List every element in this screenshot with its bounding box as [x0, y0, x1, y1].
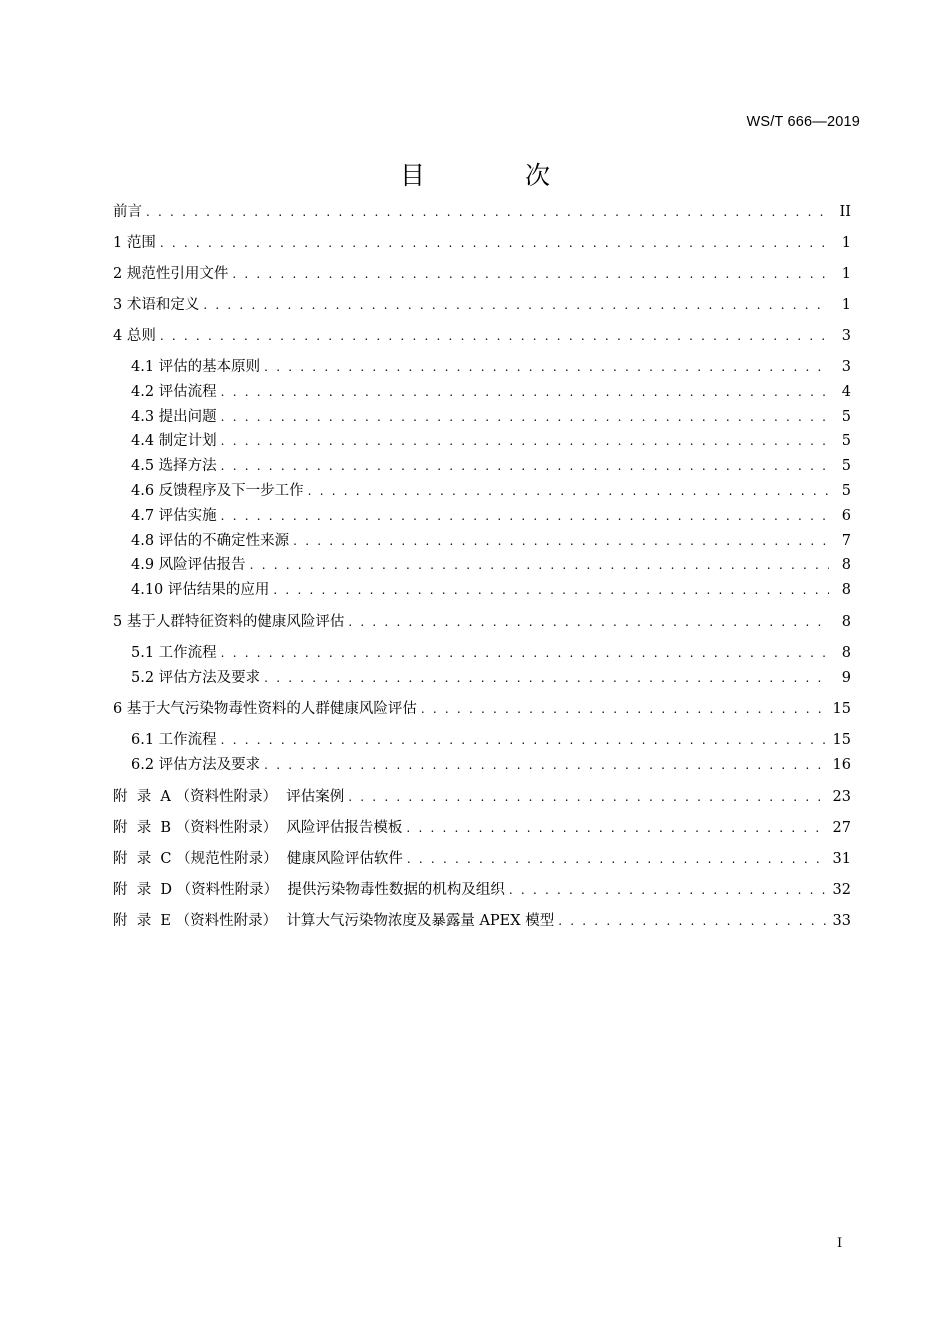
toc-entry-label: 附 录 E （资料性附录） 计算大气污染物浓度及暴露量 APEX 模型 [113, 913, 555, 929]
toc-entry[interactable] [131, 505, 851, 527]
toc-entry-page: 1 [841, 297, 851, 313]
toc-entry[interactable] [113, 325, 851, 347]
toc-entry[interactable] [131, 381, 851, 403]
toc-leader-dots [221, 642, 829, 664]
toc-entry[interactable] [113, 786, 851, 808]
toc-entry-page: 1 [841, 235, 851, 251]
toc-leader-dots [293, 530, 829, 552]
toc-entry[interactable] [131, 754, 851, 776]
toc-entry-label: 2 规范性引用文件 [113, 266, 229, 282]
toc-entry-page: 7 [841, 533, 851, 549]
toc-entry-label: 附 录 C （规范性附录） 健康风险评估软件 [113, 851, 403, 867]
toc-leader-dots [232, 263, 829, 285]
toc-entry-page: 8 [841, 614, 851, 630]
toc-leader-dots [407, 848, 827, 870]
toc-entry-label: 4.3 提出问题 [131, 409, 217, 425]
toc-leader-dots [421, 698, 827, 720]
toc-entry[interactable] [131, 455, 851, 477]
toc-entry-page: 16 [832, 757, 851, 773]
toc-entry-page: 3 [841, 359, 851, 375]
toc-entry-label: 6.1 工作流程 [131, 732, 217, 748]
toc-entry-label: 4.10 评估结果的应用 [131, 582, 270, 598]
toc-leader-dots [509, 879, 827, 901]
toc-entry-label: 1 范围 [113, 235, 156, 251]
toc-entry[interactable] [113, 698, 851, 720]
toc-entry[interactable] [113, 848, 851, 870]
toc-entry[interactable] [113, 201, 851, 223]
page-title: 目 次 [400, 161, 596, 190]
toc-leader-dots [308, 480, 829, 502]
toc-entry[interactable] [131, 430, 851, 452]
toc-entry[interactable] [113, 879, 851, 901]
toc-entry-label: 4.4 制定计划 [131, 433, 217, 449]
toc-entry-label: 4.1 评估的基本原则 [131, 359, 261, 375]
toc-entry[interactable] [131, 530, 851, 552]
toc-entry-page: 3 [841, 328, 851, 344]
toc-entry-page: 8 [841, 645, 851, 661]
toc-entry[interactable] [131, 579, 851, 601]
toc-entry-label: 4.2 评估流程 [131, 384, 217, 400]
toc-leader-dots [264, 356, 829, 378]
toc-leader-dots [250, 554, 829, 576]
toc-entry-label: 5 基于人群特征资料的健康风险评估 [113, 614, 345, 630]
toc-entry-label: 4.6 反馈程序及下一步工作 [131, 483, 304, 499]
toc-entry-page: 8 [841, 582, 851, 598]
toc-entry[interactable] [131, 356, 851, 378]
toc-leader-dots [558, 910, 826, 932]
toc-entry[interactable] [113, 263, 851, 285]
toc-entry-page: 6 [841, 508, 851, 524]
toc-entry-page: 5 [841, 458, 851, 474]
toc-entry-page: 15 [832, 701, 851, 717]
toc-leader-dots [221, 381, 829, 403]
toc-entry-label: 6.2 评估方法及要求 [131, 757, 261, 773]
toc-entry[interactable] [113, 817, 851, 839]
toc-entry[interactable] [131, 406, 851, 428]
toc-entry-page: II [839, 204, 851, 220]
toc-entry-page: 15 [832, 732, 851, 748]
toc-leader-dots [348, 786, 826, 808]
toc-leader-dots [221, 505, 829, 527]
toc-entry-label: 附 录 D （资料性附录） 提供污染物毒性数据的机构及组织 [113, 882, 505, 898]
toc-entry[interactable] [113, 611, 851, 633]
toc-entry-page: 5 [841, 483, 851, 499]
toc-leader-dots [348, 611, 829, 633]
toc-entry[interactable] [113, 910, 851, 932]
toc-leader-dots [221, 430, 829, 452]
toc-entry-page: 8 [841, 557, 851, 573]
toc-entry-label: 附 录 A （资料性附录） 评估案例 [113, 789, 345, 805]
toc-entry-page: 4 [841, 384, 851, 400]
toc-entry[interactable] [113, 232, 851, 254]
toc-leader-dots [221, 406, 829, 428]
toc-entry-label: 4.5 选择方法 [131, 458, 217, 474]
toc-leader-dots [264, 754, 826, 776]
toc-entry-label: 4.9 风险评估报告 [131, 557, 246, 573]
toc-leader-dots [221, 455, 829, 477]
toc-entry[interactable] [131, 642, 851, 664]
toc-entry-label: 4.7 评估实施 [131, 508, 217, 524]
toc-leader-dots [221, 729, 827, 751]
toc-entry-label: 5.2 评估方法及要求 [131, 670, 261, 686]
toc-entry-page: 32 [832, 882, 851, 898]
toc-leader-dots [264, 667, 829, 689]
toc-entry-page: 9 [841, 670, 851, 686]
toc-entry-page: 31 [832, 851, 851, 867]
toc-entry-page: 1 [841, 266, 851, 282]
toc-entry-page: 5 [841, 433, 851, 449]
toc-entry-label: 6 基于大气污染物毒性资料的人群健康风险评估 [113, 701, 417, 717]
document-code: WS/T 666—2019 [746, 114, 860, 130]
toc-entry[interactable] [131, 729, 851, 751]
toc-entry-label: 前言 [113, 204, 142, 220]
toc-entry[interactable] [131, 667, 851, 689]
toc-entry-page: 5 [841, 409, 851, 425]
toc-entry-page: 27 [832, 820, 851, 836]
toc-entry-label: 3 术语和定义 [113, 297, 200, 313]
toc-entry-label: 4.8 评估的不确定性来源 [131, 533, 290, 549]
page-number: I [837, 1236, 843, 1251]
toc-entry[interactable] [113, 294, 851, 316]
toc-leader-dots [273, 579, 829, 601]
toc-entry-label: 5.1 工作流程 [131, 645, 217, 661]
toc-entry-page: 23 [832, 789, 851, 805]
toc-leader-dots [160, 325, 829, 347]
toc-entry-label: 4 总则 [113, 328, 156, 344]
toc-entry[interactable] [131, 480, 851, 502]
toc-leader-dots [146, 201, 829, 223]
toc-entry-label: 附 录 B （资料性附录） 风险评估报告模板 [113, 820, 403, 836]
toc-leader-dots [406, 817, 826, 839]
toc-leader-dots [203, 294, 829, 316]
toc-leader-dots [160, 232, 829, 254]
toc-entry-page: 33 [832, 913, 851, 929]
toc-entry[interactable] [131, 554, 851, 576]
